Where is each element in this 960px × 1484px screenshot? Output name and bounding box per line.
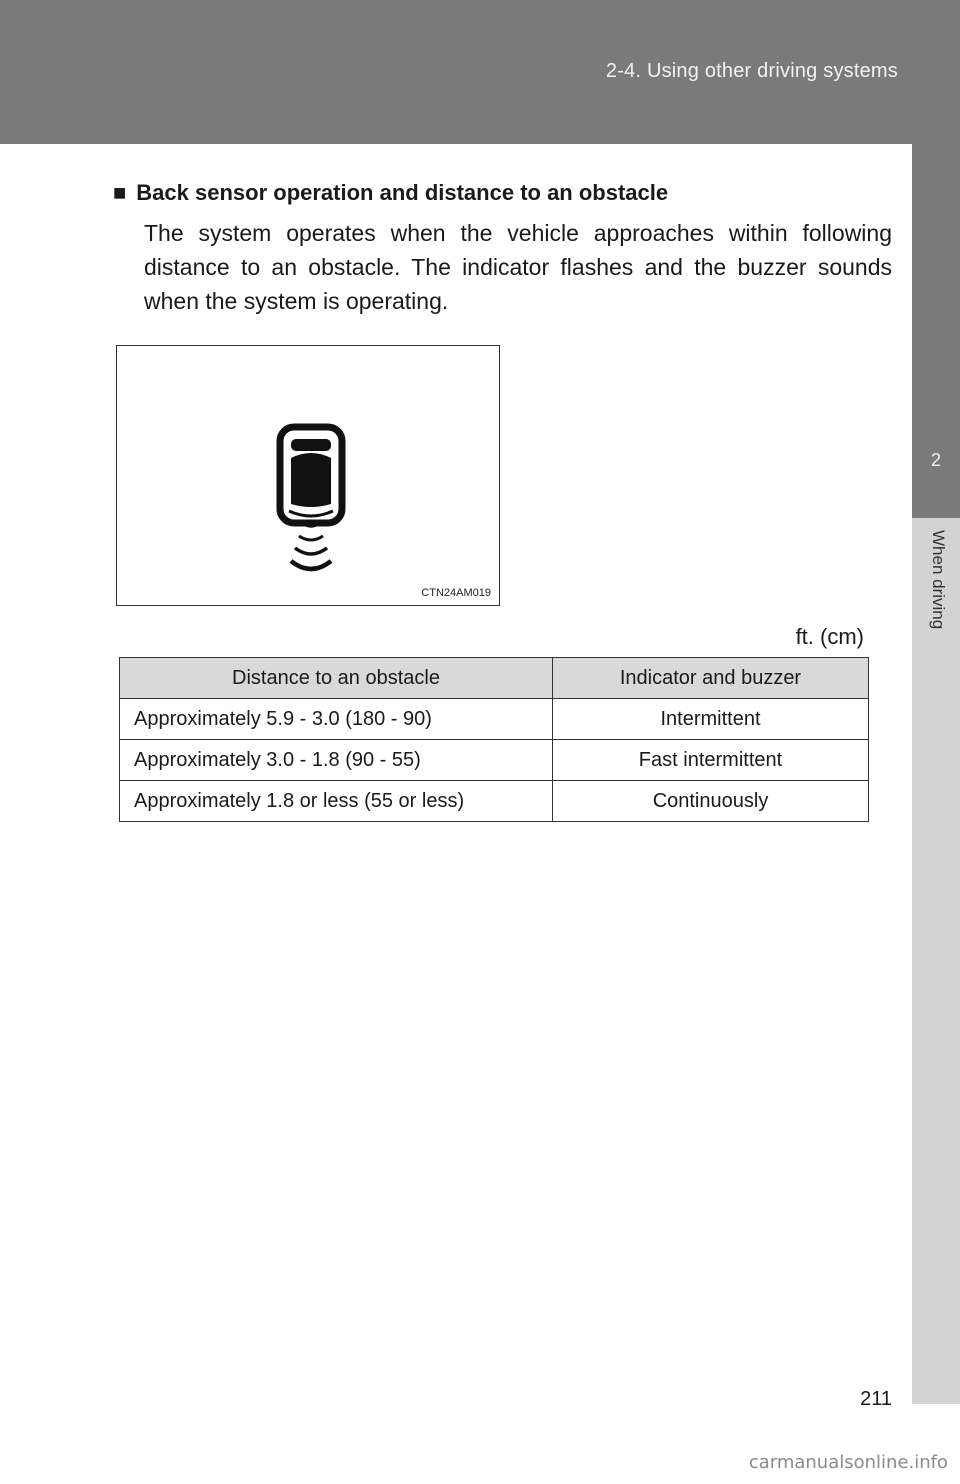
page-number: 211 (860, 1388, 892, 1410)
heading-bullet: ■ (113, 180, 127, 205)
table-header-row (120, 658, 869, 699)
chapter-label: When driving (929, 530, 948, 630)
table-row (120, 781, 869, 822)
table-cell-indicator: Fast intermittent (553, 740, 869, 781)
column-header-distance: Distance to an obstacle (120, 658, 553, 699)
chapter-label-tab (912, 518, 960, 1404)
table-row (120, 740, 869, 781)
figure-code: CTN24AM019 (421, 587, 491, 599)
vehicle-rear-sensor-icon (117, 346, 501, 607)
table-row (120, 699, 869, 740)
table-cell-distance: Approximately 5.9 - 3.0 (180 - 90) (120, 699, 553, 740)
heading-text: Back sensor operation and distance to an obstacle (136, 180, 669, 205)
table-cell-distance: Approximately 1.8 or less (55 or less) (120, 781, 553, 822)
watermark: carmanualsonline.info (748, 1452, 948, 1473)
table-unit-label: ft. (cm) (795, 624, 864, 649)
section-title: 2-4. Using other driving systems (605, 60, 898, 82)
section-heading (113, 180, 668, 206)
chapter-number: 2 (930, 450, 941, 470)
side-tab-bar (912, 144, 960, 416)
table-cell-indicator: Continuously (553, 781, 869, 822)
illustration-figure (116, 345, 500, 606)
distance-table (119, 657, 869, 822)
body-paragraph: The system operates when the vehicle approaches within following distance to an obstacle. The indicator flashes and the buzzer sounds when the system is operating. (144, 220, 892, 314)
table-cell-distance: Approximately 3.0 - 1.8 (90 - 55) (120, 740, 553, 781)
column-header-indicator: Indicator and buzzer (553, 658, 869, 699)
table-cell-indicator: Intermittent (553, 699, 869, 740)
